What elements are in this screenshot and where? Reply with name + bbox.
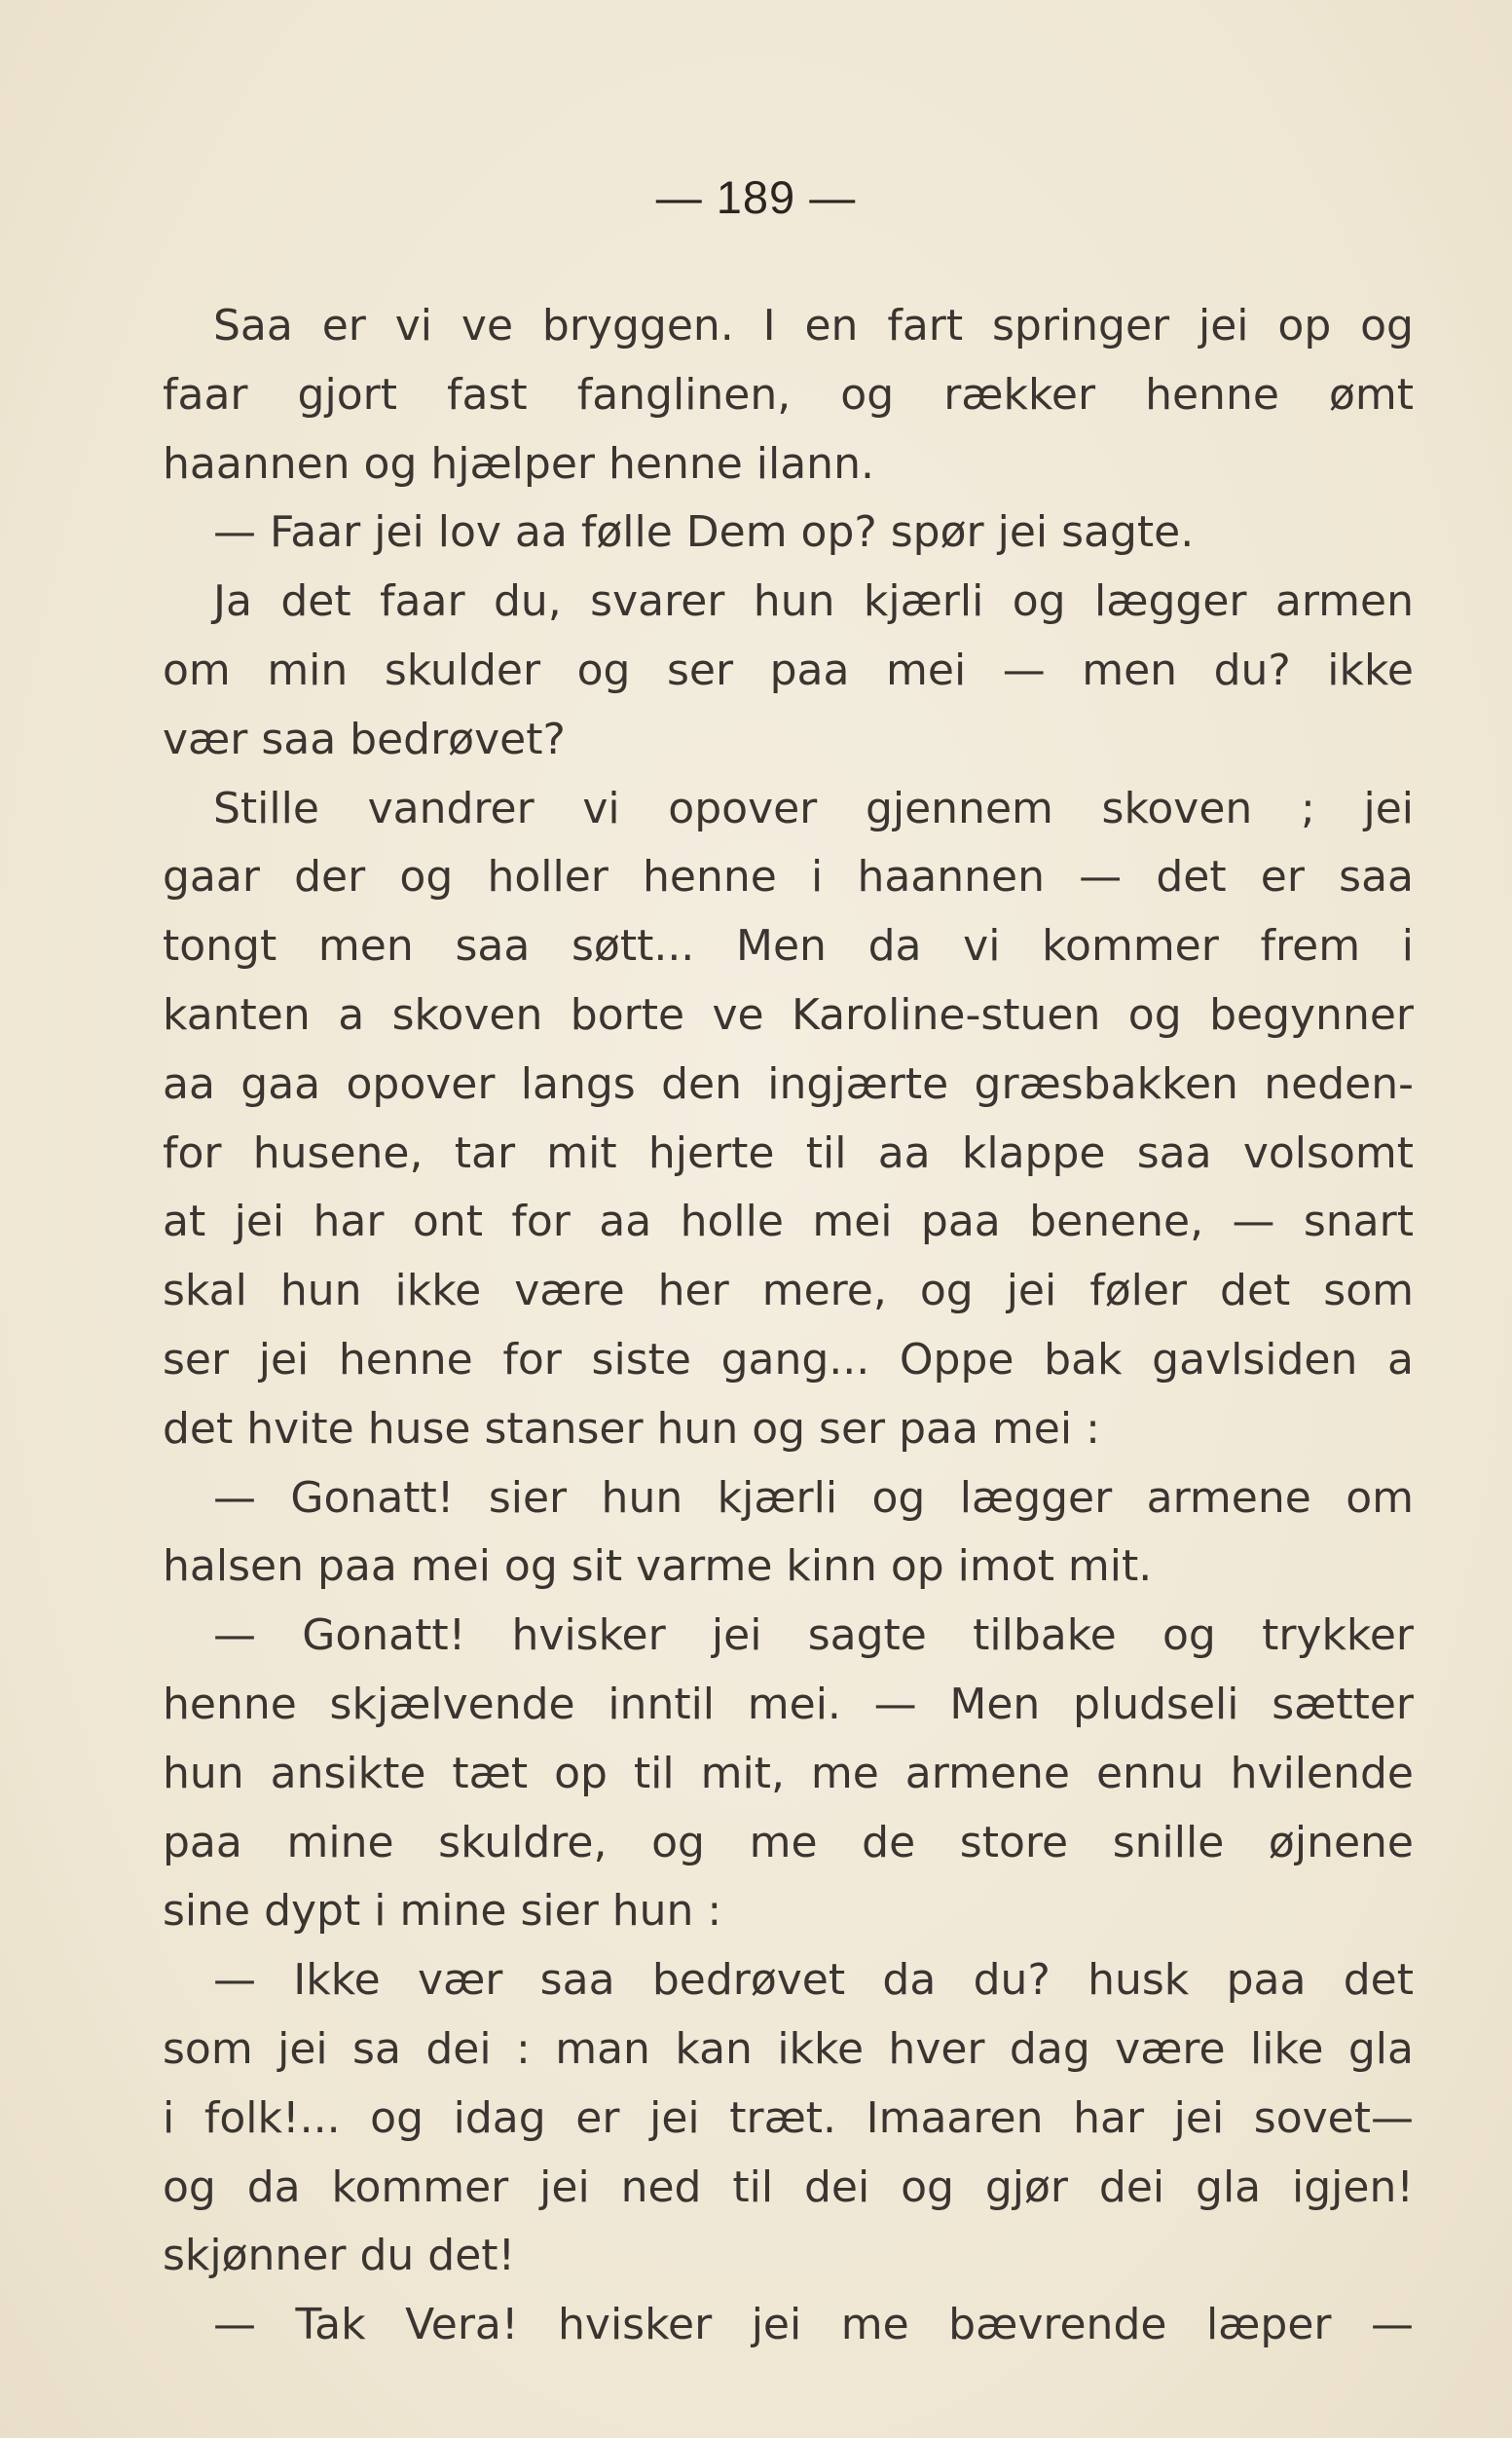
text-line: skal hun ikke være her mere, og jei føler det som	[163, 1266, 1414, 1316]
text-line: Ja det faar du, svarer hun kjærli og lægger armen	[213, 576, 1414, 627]
text-line: — Faar jei lov aa følle Dem op? spør jei sagte.	[213, 507, 1195, 558]
text-line: halsen paa mei og sit varme kinn op imot mit.	[163, 1541, 1153, 1592]
text-line: gaar der og holler henne i haannen — det er saa	[163, 852, 1414, 903]
text-line: — Gonatt! hvisker jei sagte tilbake og trykker	[213, 1610, 1414, 1661]
text-line: henne skjælvende inntil mei. — Men pludseli sætter	[163, 1679, 1414, 1729]
text-line: som jei sa dei : man kan ikke hver dag være like gla	[163, 2023, 1414, 2074]
text-line: om min skulder og ser paa mei — men du? ikke	[163, 645, 1414, 695]
text-line: skjønner du det!	[163, 2231, 516, 2281]
text-line: at jei har ont for aa holle mei paa benene, — snart	[163, 1197, 1414, 1247]
text-line: vær saa bedrøvet?	[163, 714, 566, 764]
text-line: — Tak Vera! hvisker jei me bævrende læper —	[213, 2300, 1414, 2350]
text-line: faar gjort fast fanglinen, og rækker henne ømt	[163, 369, 1414, 420]
text-line: — Ikke vær saa bedrøvet da du? husk paa det	[213, 1955, 1414, 2006]
text-line: aa gaa opover langs den ingjærte græsbakken neden-	[163, 1058, 1414, 1109]
page-number: — 189 —	[655, 171, 857, 223]
text-line: haannen og hjælper henne ilann.	[163, 438, 874, 489]
text-line: det hvite huse stanser hun og ser paa mei :	[163, 1403, 1100, 1454]
text-line: tongt men saa søtt... Men da vi kommer frem i	[163, 921, 1414, 972]
text-line: Saa er vi ve bryggen. I en fart springer jei op og	[213, 301, 1414, 351]
text-line: — Gonatt! sier hun kjærli og lægger armene om	[213, 1472, 1414, 1523]
text-line: sine dypt i mine sier hun :	[163, 1886, 722, 1937]
text-line: i folk!... og idag er jei træt. Imaaren har jei sovet—	[163, 2092, 1414, 2143]
text-line: og da kommer jei ned til dei og gjør dei gla igjen!	[163, 2161, 1414, 2212]
text-line: kanten a skoven borte ve Karoline-stuen og begynner	[163, 989, 1414, 1040]
body-text	[163, 292, 1414, 2360]
text-line: hun ansikte tæt op til mit, me armene ennu hvilende	[163, 1748, 1414, 1798]
text-line: paa mine skuldre, og me de store snille øjnene	[163, 1817, 1414, 1867]
text-line: Stille vandrer vi opover gjennem skoven ; jei	[213, 783, 1414, 833]
text-line: for husene, tar mit hjerte til aa klappe saa volsomt	[163, 1127, 1414, 1178]
text-line: ser jei henne for siste gang... Oppe bak gavlsiden a	[163, 1334, 1414, 1385]
